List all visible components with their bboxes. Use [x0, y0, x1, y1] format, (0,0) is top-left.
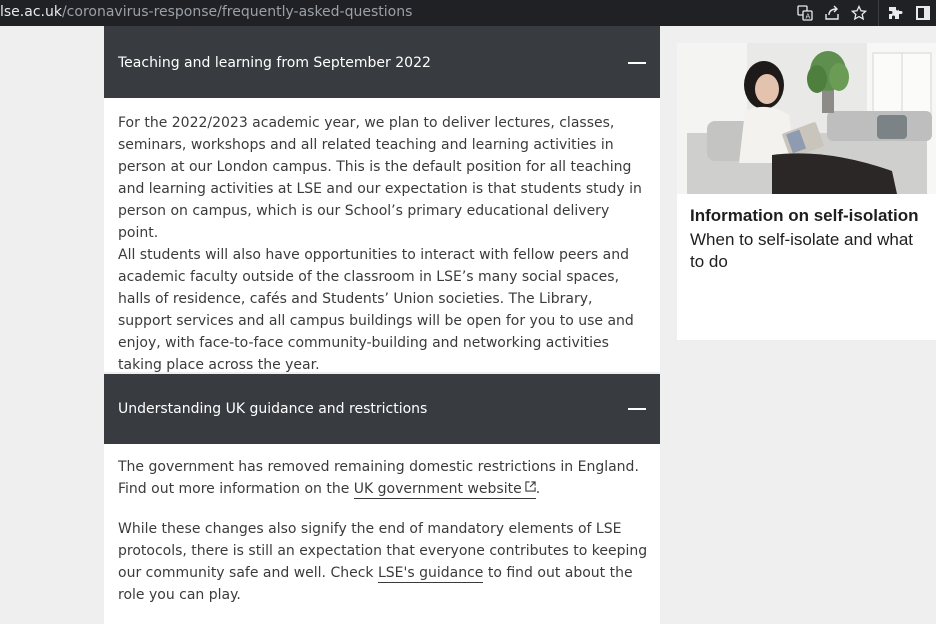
lse-guidance-link[interactable]: LSE's guidance: [377, 565, 484, 581]
accordion-body-teaching: [104, 98, 660, 372]
text: While these changes also signify the end of mandatory elements of LSE protocols, there is still an expectation that everyone contributes to keeping our community safe and well. Check: [118, 521, 648, 581]
text: .: [535, 481, 541, 497]
toolbar-separator: [878, 0, 879, 26]
paragraph: For the 2022/2023 academic year, we plan to deliver lectures, classes, seminars, workshops and all related teaching and learning activities in person at our London campus. This is the default position for all teaching and learning activities at LSE and our expectation is that students study in person on campus, which is our School’s primary educational delivery point.: [118, 115, 642, 241]
card-subtitle: When to self-isolate and what to do: [690, 230, 914, 271]
url-host: lse.ac.uk: [0, 4, 62, 20]
accordion-header-teaching[interactable]: [104, 26, 660, 98]
collapse-minus-icon[interactable]: [628, 62, 646, 64]
sidepanel-icon[interactable]: [913, 3, 933, 23]
accordion-header-uk-guidance[interactable]: [104, 374, 660, 444]
star-icon[interactable]: [849, 3, 869, 23]
paragraph: All students will also have opportunities to interact with fellow peers and academic faculty outside of the classroom in LSE’s many social spaces, halls of residence, cafés and Students’ Union societies. The Library, support services and all campus buildings will be open for you to use and enjoy, with face-to-face community-building and networking activities taking place across the year.: [118, 247, 634, 373]
url-path: /coronavirus-response/frequently-asked-questions: [61, 4, 413, 20]
card-title: Information on self-isolation: [690, 206, 919, 225]
extensions-icon[interactable]: [885, 3, 905, 23]
external-link-icon: [525, 481, 536, 492]
woman-reading-photo: [677, 43, 936, 194]
accordion-title: Understanding UK guidance and restrictions: [118, 401, 428, 417]
faq-accordion: [104, 26, 660, 624]
self-isolation-card[interactable]: [677, 43, 936, 340]
share-icon[interactable]: [822, 3, 842, 23]
text: to find out about the role you can play.: [118, 565, 633, 603]
uk-government-website-link[interactable]: [354, 481, 536, 499]
accordion-title: Teaching and learning from September 2022: [118, 55, 431, 71]
accordion-body-uk-guidance: [104, 444, 660, 624]
translate-icon[interactable]: [795, 3, 815, 23]
text: The government has removed remaining domestic restrictions in England. Find out more information on the: [118, 459, 639, 497]
paragraph: [118, 518, 648, 606]
address-bar[interactable]: [0, 4, 412, 20]
paragraph: [118, 456, 648, 500]
browser-toolbar: [0, 0, 936, 26]
link-text: UK government website: [353, 481, 522, 497]
collapse-minus-icon[interactable]: [628, 408, 646, 410]
svg-text:A: A: [805, 12, 811, 21]
